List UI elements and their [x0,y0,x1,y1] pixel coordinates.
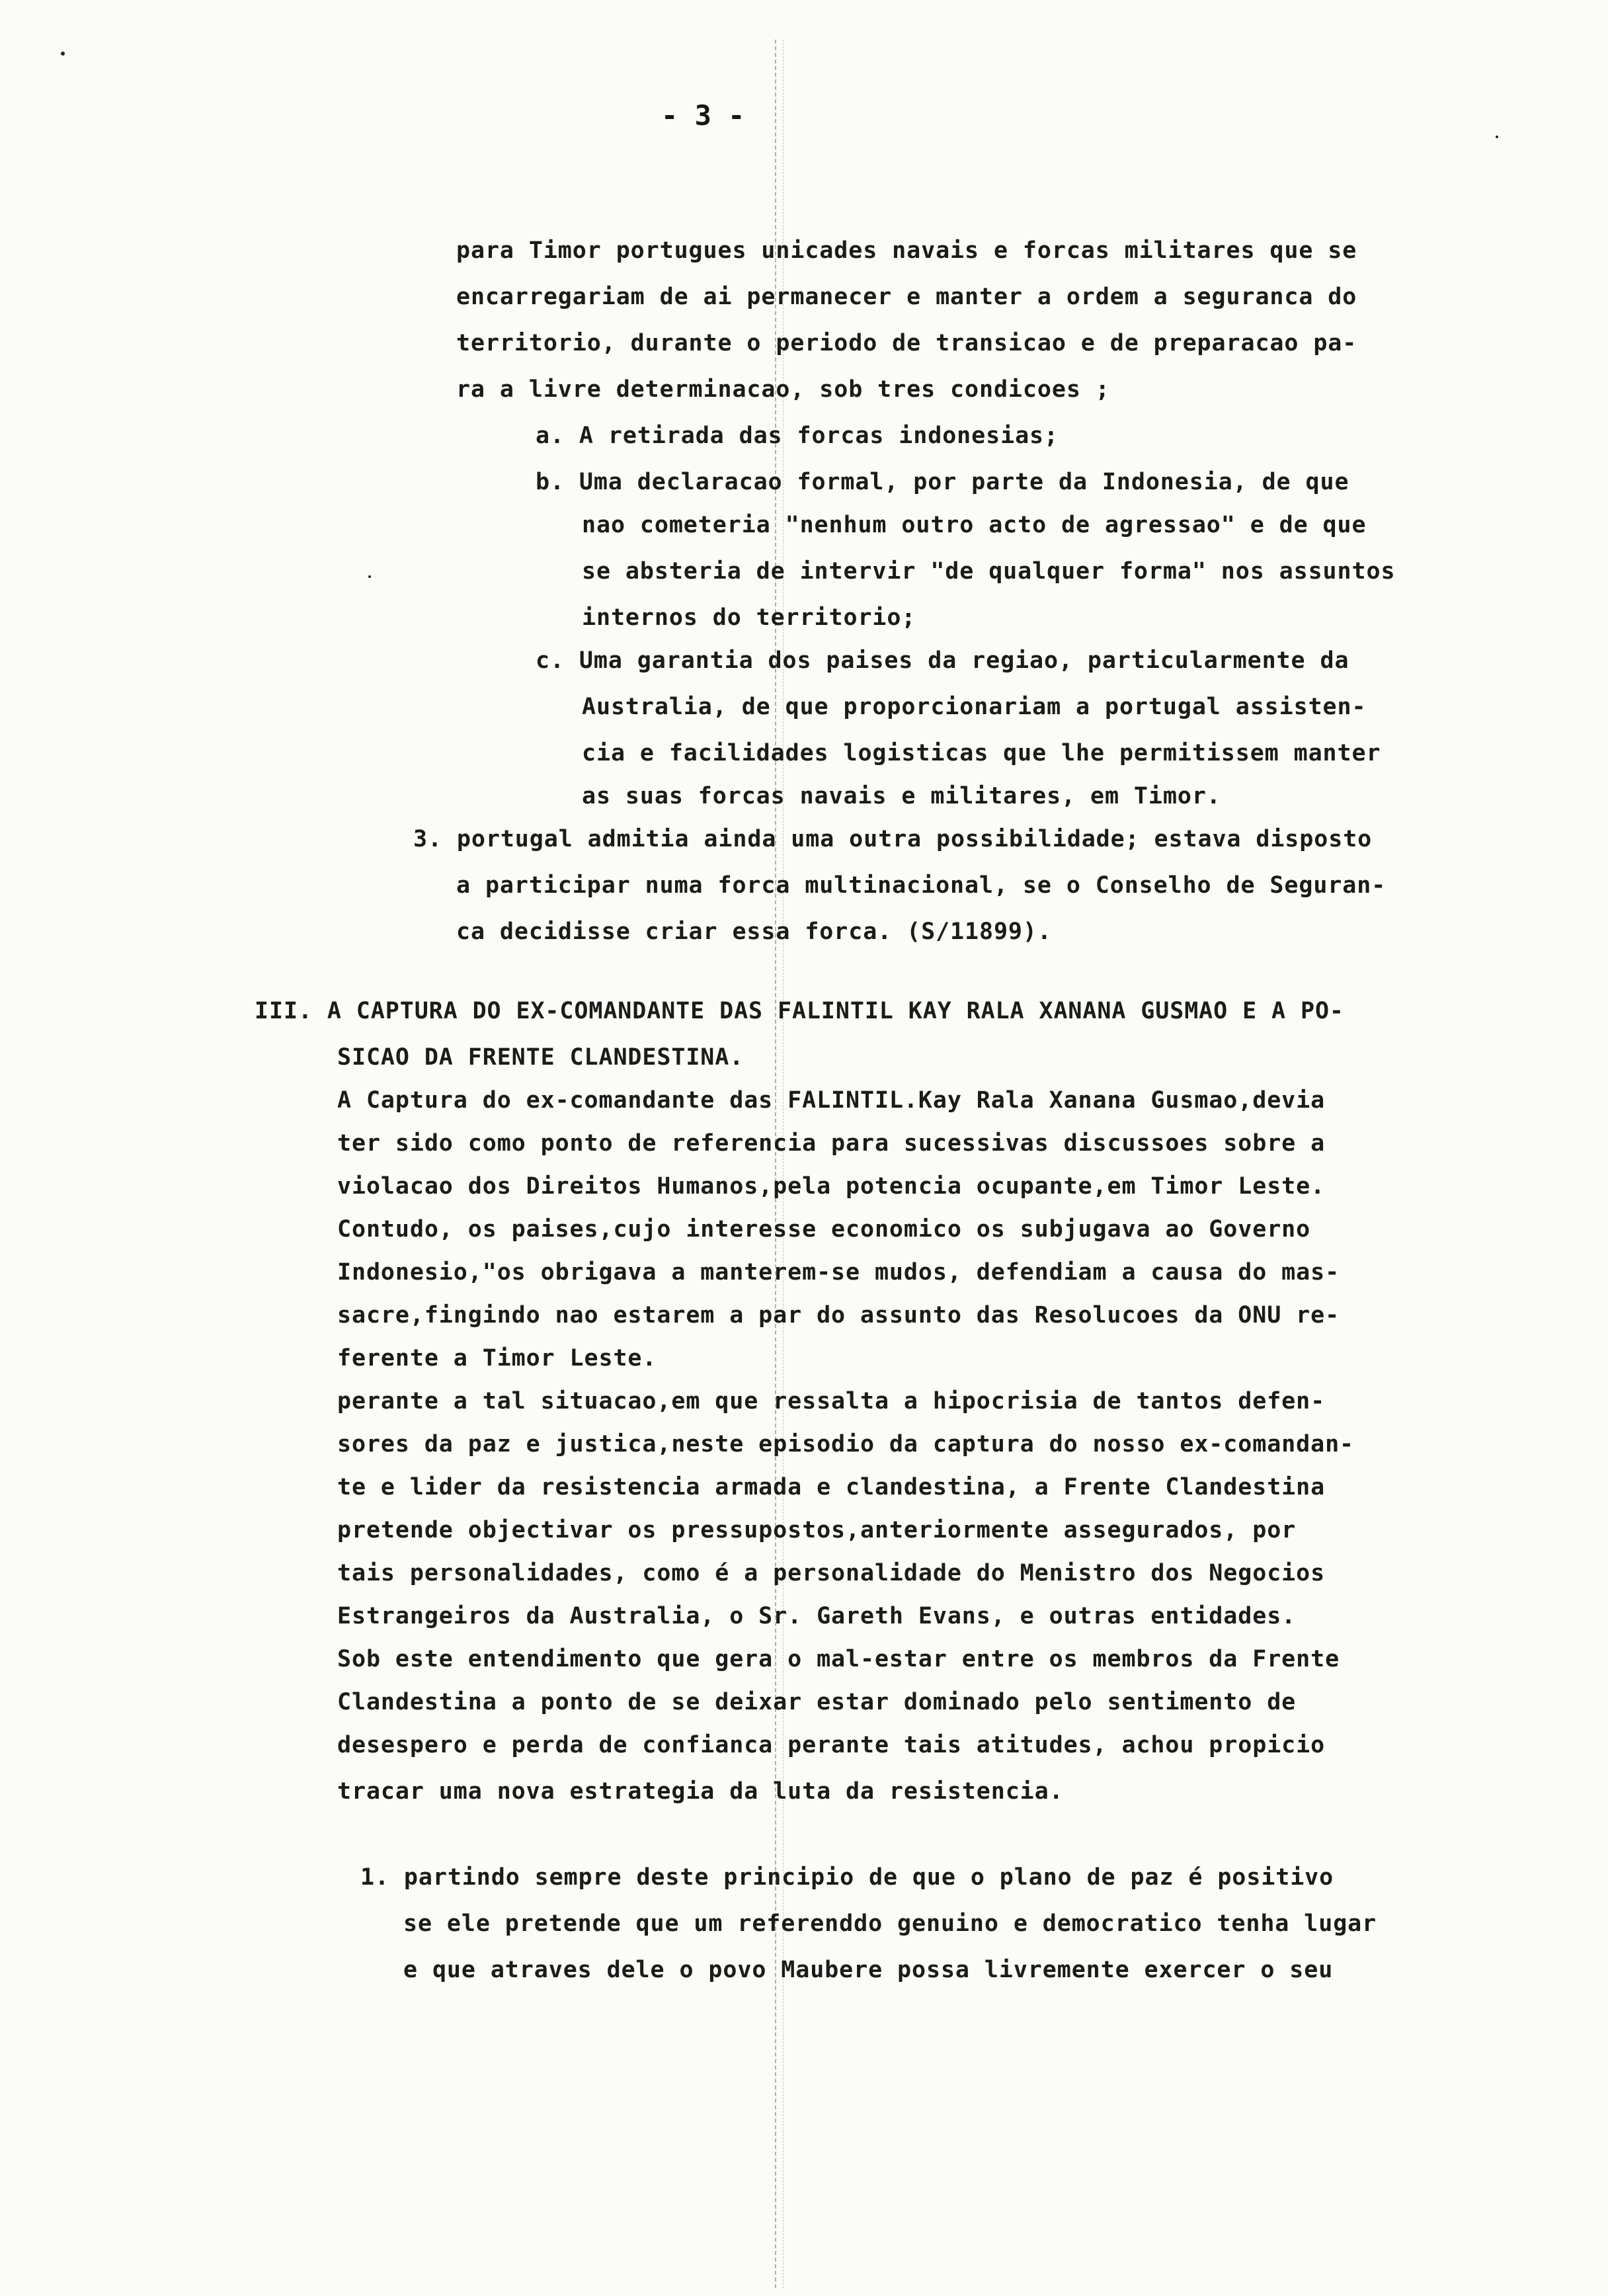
text-line: c. Uma garantia dos paises da regiao, particularmente da [536,647,1349,674]
text-line: perante a tal situacao,em que ressalta a hipocrisia de tantos defen- [337,1388,1326,1414]
text-line: 1. partindo sempre deste principio de que o plano de paz é positivo [360,1864,1334,1891]
ink-speck [368,575,371,578]
text-line: te e lider da resistencia armada e clandestina, a Frente Clandestina [337,1474,1326,1500]
text-line: se ele pretende que um referenddo genuino e democratico tenha lugar [403,1910,1377,1937]
text-line: sores da paz e justica,neste episodio da captura do nosso ex-comandan- [337,1431,1355,1457]
text-line: tracar uma nova estrategia da luta da resistencia. [337,1778,1064,1805]
text-line: Clandestina a ponto de se deixar estar dominado pelo sentimento de [337,1689,1297,1715]
text-line: pretende objectivar os pressupostos,anteriormente assegurados, por [337,1517,1297,1543]
text-line: sacre,fingindo nao estarem a par do assunto das Resolucoes da ONU re- [337,1302,1340,1329]
text-line: ra a livre determinacao, sob tres condicoes ; [456,376,1110,403]
text-line: encarregariam de ai permanecer e manter a ordem a seguranca do [456,284,1357,310]
section-heading: III. A CAPTURA DO EX-COMANDANTE DAS FALINTIL KAY RALA XANANA GUSMAO E A PO- [255,998,1344,1024]
text-line: violacao dos Direitos Humanos,pela potencia ocupante,em Timor Leste. [337,1173,1326,1200]
page-number: - 3 - [661,99,745,132]
text-line: nao cometeria "nenhum outro acto de agressao" e de que [582,512,1367,538]
text-line: se absteria de intervir "de qualquer forma" nos assuntos [582,558,1396,585]
text-line: 3. portugal admitia ainda uma outra possibilidade; estava disposto [413,826,1373,852]
text-line: desespero e perda de confianca perante tais atitudes, achou propicio [337,1732,1326,1758]
text-line: ferente a Timor Leste. [337,1345,657,1372]
text-line: Estrangeiros da Australia, o Sr. Gareth Evans, e outras entidades. [337,1603,1297,1629]
text-line: a participar numa forca multinacional, se o Conselho de Seguran- [456,872,1387,899]
text-line: b. Uma declaracao formal, por parte da Indonesia, de que [536,469,1349,495]
text-line: Sob este entendimento que gera o mal-estar entre os membros da Frente [337,1646,1340,1672]
text-line: cia e facilidades logisticas que lhe permitissem manter [582,740,1381,766]
text-line: territorio, durante o periodo de transicao e de preparacao pa- [456,330,1357,356]
text-line: internos do territorio; [582,604,916,631]
text-line: as suas forcas navais e militares, em Timor. [582,783,1221,809]
text-line: A Captura do ex-comandante das FALINTIL.Kay Rala Xanana Gusmao,devia [337,1087,1326,1114]
section-heading: SICAO DA FRENTE CLANDESTINA. [337,1044,744,1071]
ink-speck [61,52,65,56]
text-line: e que atraves dele o povo Maubere possa livremente exercer o seu [403,1957,1334,1983]
ink-speck [1496,136,1498,138]
text-line: ter sido como ponto de referencia para sucessivas discussoes sobre a [337,1130,1326,1157]
text-line: a. A retirada das forcas indonesias; [536,423,1059,449]
text-line: para Timor portugues unicades navais e forcas militares que se [456,237,1357,264]
text-line: tais personalidades, como é a personalidade do Menistro dos Negocios [337,1560,1326,1586]
text-line: Contudo, os paises,cujo interesse economico os subjugava ao Governo [337,1216,1311,1243]
text-line: Indonesio,"os obrigava a manterem-se mudos, defendiam a causa do mas- [337,1259,1340,1286]
text-line: ca decidisse criar essa forca. (S/11899). [456,919,1052,945]
text-line: Australia, de que proporcionariam a portugal assisten- [582,694,1367,720]
